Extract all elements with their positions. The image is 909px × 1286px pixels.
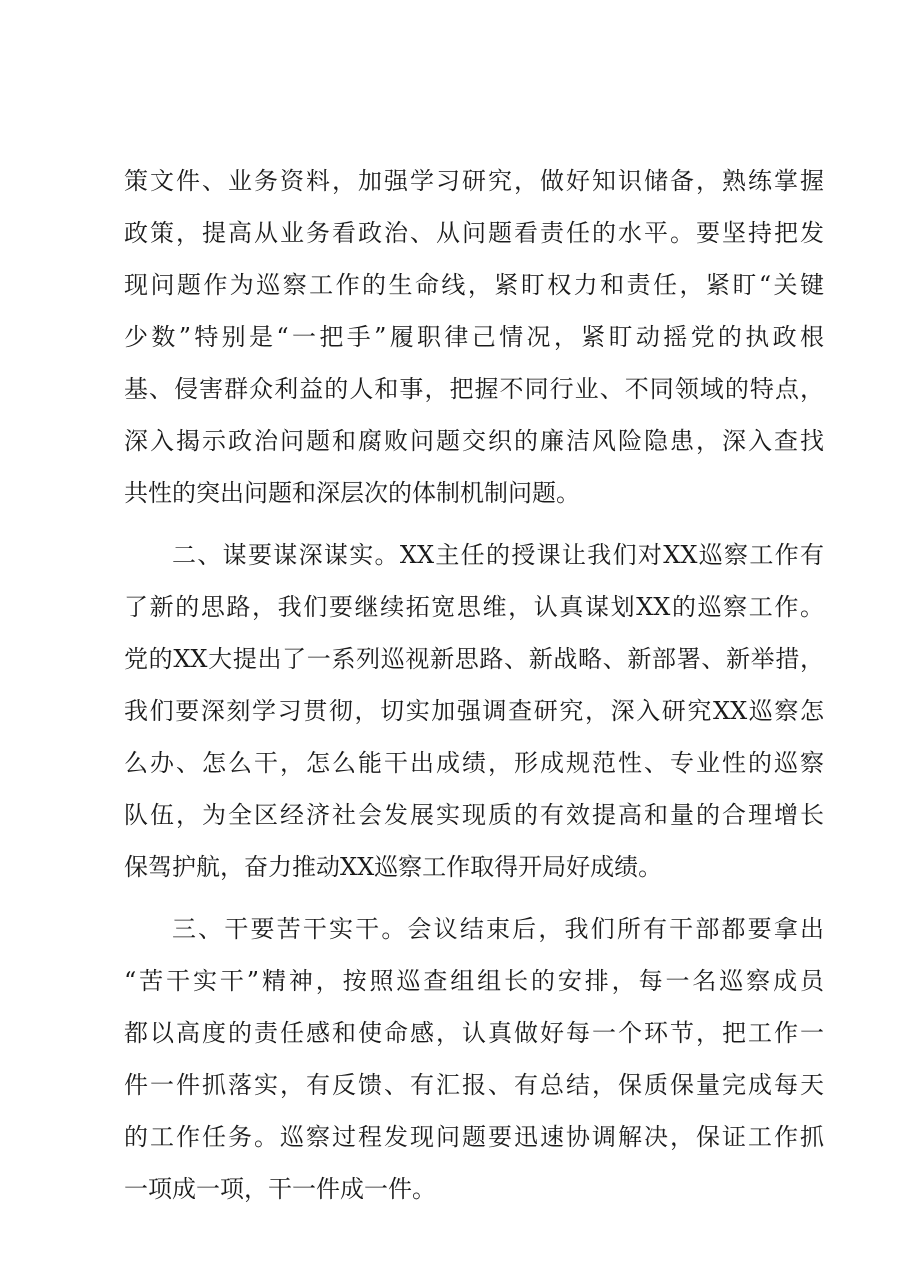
paragraph-2-line-6: 队伍，为全区经济社会发展实现质的有效提高和量的合理增长 [124, 801, 824, 829]
paragraph-1-line-7: 共性的突出问题和深层次的体制机制问题。 [124, 479, 580, 507]
paragraph-2 [124, 529, 824, 893]
paragraph-1-line-2: 政策，提高从业务看政治、从问题看责任的水平。要坚持把发 [124, 219, 824, 247]
paragraph-2-line-5: 么办、怎么干，怎么能干出成绩，形成规范性、专业性的巡察 [124, 749, 824, 777]
paragraph-1-line-5: 基、侵害群众利益的人和事，把握不同行业、不同领域的特点， [124, 375, 824, 403]
paragraph-1-line-6: 深入揭示政治问题和腐败问题交织的廉洁风险隐患，深入查找 [124, 427, 824, 455]
paragraph-spacer [124, 893, 824, 903]
paragraph-1-line-3: 现问题作为巡察工作的生命线，紧盯权力和责任，紧盯“关键 [124, 271, 824, 299]
paragraph-3-line-1: 三、干要苦干实干。会议结束后，我们所有干部都要拿出 [172, 915, 824, 943]
paragraph-3-line-2: “苦干实干”精神，按照巡查组组长的安排，每一名巡察成员 [124, 967, 824, 995]
paragraph-2-line-7: 保驾护航，奋力推动XX巡察工作取得开局好成绩。 [124, 853, 663, 881]
paragraph-3-line-5: 的工作任务。巡察过程发现问题要迅速协调解决，保证工作抓 [124, 1123, 824, 1151]
paragraph-2-line-2: 了新的思路，我们要继续拓宽思维，认真谋划XX的巡察工作。 [124, 593, 824, 621]
document-body [124, 155, 824, 1215]
paragraph-2-line-3: 党的XX大提出了一系列巡视新思路、新战略、新部署、新举措， [124, 645, 824, 673]
paragraph-1 [124, 155, 824, 519]
paragraph-2-line-1: 二、谋要谋深谋实。XX主任的授课让我们对XX巡察工作有 [172, 541, 824, 569]
paragraph-1-line-4: 少数”特别是“一把手”履职律己情况，紧盯动摇党的执政根 [124, 323, 824, 351]
paragraph-3-line-4: 件一件抓落实，有反馈、有汇报、有总结，保质保量完成每天 [124, 1071, 824, 1099]
paragraph-spacer [124, 519, 824, 529]
paragraph-2-line-4: 我们要深刻学习贯彻，切实加强调查研究，深入研究XX巡察怎 [124, 697, 824, 725]
paragraph-3 [124, 903, 824, 1215]
paragraph-3-line-3: 都以高度的责任感和使命感，认真做好每一个环节，把工作一 [124, 1019, 824, 1047]
paragraph-1-line-1: 策文件、业务资料，加强学习研究，做好知识储备，熟练掌握 [124, 167, 824, 195]
paragraph-3-line-6: 一项成一项，干一件成一件。 [124, 1175, 436, 1203]
